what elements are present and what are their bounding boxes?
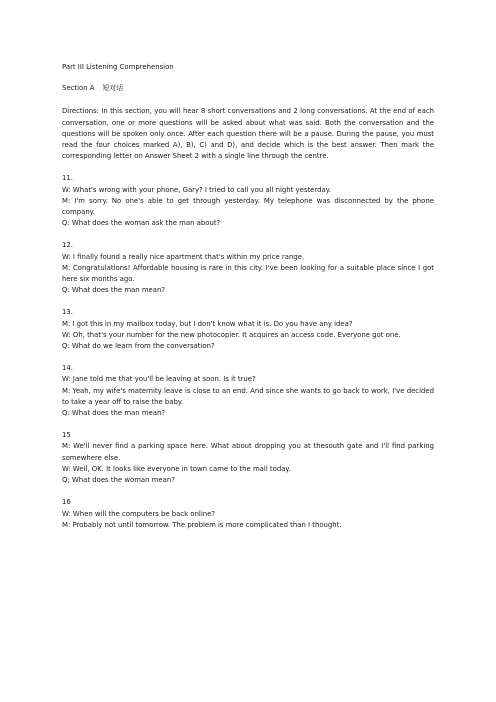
item-number: 16 [62,498,71,507]
question-line: Q: What does the man mean? [62,286,166,295]
part-title: Part III Listening Comprehension [62,63,174,71]
directions-paragraph: Directions: In this section, you will hear 8 short conversations and 2 long conversations. At the end of each conversation, one or more questions will be asked about what was said. Both the conversation and the questions will be spoken only once. After each question there will be a pause. During the pause, you must read the four choices marked A), B), C) and D), and decide which is the best answer. Then mark the corresponding letter on Answer Sheet 2 with a single line through the centre. [62,107,434,161]
dialogue-line: W: When will the computers be back online? [62,509,216,518]
conversation-item-13 [62,307,434,352]
item-number: 14. [62,364,73,373]
conversation-item-15 [62,430,434,486]
question-line: Q; What does the woman mean? [62,476,175,485]
item-number: 11. [62,174,73,183]
dialogue-line: M: Congratulations! Affordable housing is rare in this city. I've been looking for a suitable place since I got here six months ago. [62,263,434,284]
question-line: Q: What does the woman ask the man about? [62,219,221,228]
item-number: 12. [62,241,73,250]
section-label: Section A [62,84,95,93]
dialogue-line: M: Yeah, my wife's maternity leave is close to an end. And since she wants to go back to work, I've decided to take a year off to raise the baby. [62,386,434,406]
section-heading [62,83,434,94]
question-line: Q: What does the man mean? [62,409,166,418]
dialogue-line: W: I finally found a really nice apartment that's within my price range. [62,252,305,261]
item-number: 15 [62,431,71,440]
dialogue-line: W: Jane told me that you'll be leaving at soon. Is it true? [62,375,256,384]
conversation-item-11 [62,173,434,229]
question-line: Q: What do we learn from the conversation? [62,342,215,351]
dialogue-line: M: We'll never find a parking space here. What about dropping you at thesouth gate and I'll find parking somewhere else. [62,442,434,462]
dialogue-line: W: Well, OK. It looks like everyone in town came to the mall today. [62,464,291,473]
document-content [62,62,434,542]
section-chinese-label: 短对话 [102,84,124,93]
dialogue-line: M: I'm sorry. No one's able to get through yesterday. My telephone was disconnected by the phone company. [62,196,434,217]
conversation-item-16 [62,497,434,531]
dialogue-line: M: I got this in my mailbox today, but I don't know what it is. Do you have any idea? [62,319,353,328]
dialogue-line: W: Oh, that's your number for the new photocopier. It acquires an access code. Everyone got one. [62,330,401,339]
dialogue-line: M: Probably not until tomorrow. The problem is more complicated than I thought. [62,520,342,529]
dialogue-line: W: What's wrong with your phone, Gary? I tried to call you all night yesterday. [62,185,331,194]
conversation-item-12 [62,240,434,296]
conversation-item-14 [62,363,434,419]
item-number: 13. [62,308,73,317]
